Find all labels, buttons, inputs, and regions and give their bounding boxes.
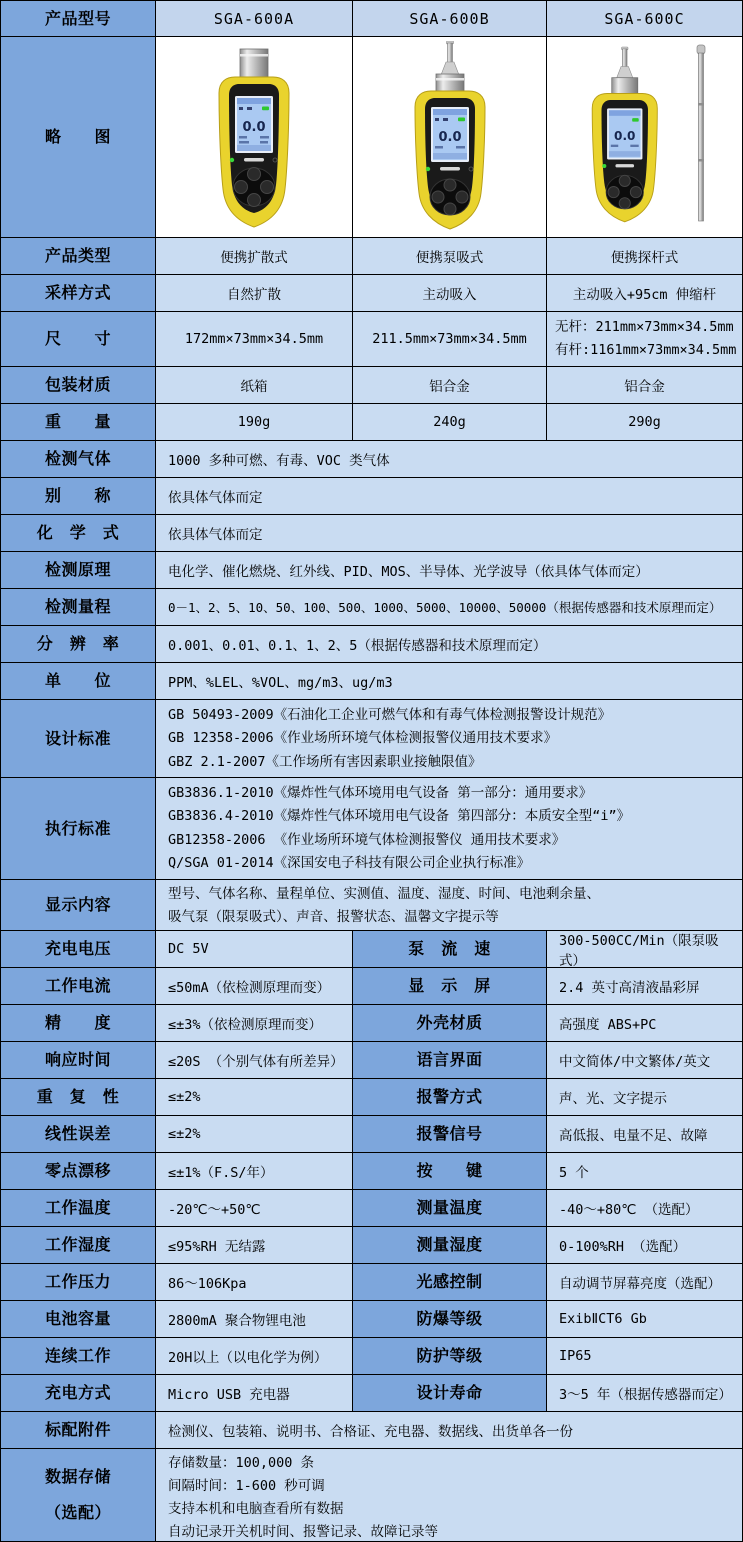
device-screen-value: 0.0 <box>437 130 462 145</box>
row-value: 300-500CC/Min（限泵吸式） <box>547 931 742 968</box>
row-value: 240g <box>353 404 547 441</box>
storage-line: 自动记录开关机时间、报警记录、故障记录等 <box>168 1524 438 1540</box>
standard-line: GB 50493-2009《石油化工企业可燃气体和有毒气体检测报警设计规范》 <box>168 706 612 723</box>
table-row <box>1 1338 742 1375</box>
row-value: ≤20S （个别气体有所差异） <box>156 1042 353 1079</box>
row-label: 显 示 屏 <box>353 968 547 1005</box>
row-value: ≤95%RH 无结露 <box>156 1227 353 1264</box>
table-row <box>1 441 742 478</box>
row-value: ≤50mA（依检测原理而变） <box>156 968 353 1005</box>
row-label: 响应时间 <box>1 1042 156 1079</box>
row-value: 0－1、2、5、10、50、100、500、1000、5000、10000、50000（根据传感器和技术原理而定） <box>156 589 742 626</box>
row-label: 测量温度 <box>353 1190 547 1227</box>
device-photo-sga-600b <box>375 41 525 233</box>
table-row <box>1 478 742 515</box>
row-value: ≤±1%（F.S/年） <box>156 1153 353 1190</box>
table-row <box>1 968 742 1005</box>
row-value: 自然扩散 <box>156 275 353 312</box>
row-label: 泵 流 速 <box>353 931 547 968</box>
row-value: ExibⅡCT6 Gb <box>547 1301 742 1338</box>
row-value: 便携扩散式 <box>156 238 353 275</box>
row-value: 主动吸入 <box>353 275 547 312</box>
image-cell-sga-600b <box>353 37 547 238</box>
row-value: 依具体气体而定 <box>156 515 742 552</box>
size-with-rod: 有杆:1161mm×73mm×34.5mm <box>555 342 737 359</box>
device-photo-sga-600c <box>565 41 725 233</box>
standard-line: GB3836.4-2010《爆炸性气体环境用电气设备 第四部分：本质安全型“i”》 <box>168 808 631 825</box>
row-label: 报警方式 <box>353 1079 547 1116</box>
table-row <box>1 1005 742 1042</box>
row-value: 电化学、催化燃烧、红外线、PID、MOS、半导体、光学波导（依具体气体而定） <box>156 552 742 589</box>
row-value: 211.5mm×73mm×34.5mm <box>353 312 547 367</box>
row-value: 290g <box>547 404 742 441</box>
row-label: 外壳材质 <box>353 1005 547 1042</box>
row-value: 20H以上（以电化学为例） <box>156 1338 353 1375</box>
row-value: IP65 <box>547 1338 742 1375</box>
image-cell-sga-600c <box>547 37 742 238</box>
row-label: 语言界面 <box>353 1042 547 1079</box>
row-label: 重 量 <box>1 404 156 441</box>
row-label: 工作压力 <box>1 1264 156 1301</box>
row-value-display-content <box>156 880 742 931</box>
table-row <box>1 626 742 663</box>
row-value: 便携探杆式 <box>547 238 742 275</box>
storage-line: 支持本机和电脑查看所有数据 <box>168 1501 344 1517</box>
row-value: ≤±2% <box>156 1116 353 1153</box>
row-label: 检测原理 <box>1 552 156 589</box>
row-label: 工作湿度 <box>1 1227 156 1264</box>
row-value: 1000 多种可燃、有毒、VOC 类气体 <box>156 441 742 478</box>
standard-line: GB12358-2006 《作业场所环境气体检测报警仪 通用技术要求》 <box>168 831 566 848</box>
table-row <box>1 1116 742 1153</box>
row-value: ≤±3%（依检测原理而变） <box>156 1005 353 1042</box>
row-label-data-storage <box>1 1449 156 1541</box>
table-row <box>1 515 742 552</box>
device-screen-value: 0.0 <box>242 120 266 135</box>
row-label: 连续工作 <box>1 1338 156 1375</box>
row-value: 3～5 年（根据传感器而定） <box>547 1375 742 1412</box>
standard-line: GBZ 2.1-2007《工作场所有害因素职业接触限值》 <box>168 753 482 770</box>
row-label: 工作温度 <box>1 1190 156 1227</box>
row-value: 190g <box>156 404 353 441</box>
row-label: 按 键 <box>353 1153 547 1190</box>
table-row <box>1 404 742 441</box>
telescopic-probe <box>697 45 705 221</box>
row-label: 分 辨 率 <box>1 626 156 663</box>
row-value: 高低报、电量不足、故障 <box>547 1116 742 1153</box>
table-row <box>1 1375 742 1412</box>
row-label: 零点漂移 <box>1 1153 156 1190</box>
table-row <box>1 880 742 931</box>
row-label: 光感控制 <box>353 1264 547 1301</box>
row-label: 单 位 <box>1 663 156 700</box>
table-row <box>1 1153 742 1190</box>
row-value: PPM、%LEL、%VOL、mg/m3、ug/m3 <box>156 663 742 700</box>
display-content-line: 吸气泵（限泵吸式）、声音、报警状态、温馨文字提示等 <box>168 909 499 925</box>
standard-line: GB 12358-2006《作业场所环境气体检测报警仪通用技术要求》 <box>168 730 558 746</box>
standard-line: GB3836.1-2010《爆炸性气体环境用电气设备 第一部分：通用要求》 <box>168 784 593 801</box>
row-value: 纸箱 <box>156 367 353 404</box>
image-cell-sga-600a <box>156 37 353 238</box>
row-label: 工作电流 <box>1 968 156 1005</box>
row-label: 防护等级 <box>353 1338 547 1375</box>
table-row <box>1 312 742 367</box>
row-label: 产品类型 <box>1 238 156 275</box>
row-label: 检测量程 <box>1 589 156 626</box>
row-value <box>547 312 742 367</box>
row-label: 充电电压 <box>1 931 156 968</box>
row-label: 化 学 式 <box>1 515 156 552</box>
table-row <box>1 778 742 880</box>
row-label: 电池容量 <box>1 1301 156 1338</box>
table-row <box>1 700 742 778</box>
storage-line: 存储数量：100,000 条 <box>168 1455 315 1471</box>
row-label: 测量湿度 <box>353 1227 547 1264</box>
row-value-data-storage <box>156 1449 742 1541</box>
row-value: 高强度 ABS+PC <box>547 1005 742 1042</box>
row-label: 充电方式 <box>1 1375 156 1412</box>
row-label: 别 称 <box>1 478 156 515</box>
table-row <box>1 1301 742 1338</box>
table-row <box>1 663 742 700</box>
row-value: 主动吸入+95cm 伸缩杆 <box>547 275 742 312</box>
row-label: 报警信号 <box>353 1116 547 1153</box>
table-row <box>1 238 742 275</box>
row-value-accessories: 检测仪、包装箱、说明书、合格证、充电器、数据线、出货单各一份 <box>156 1412 742 1449</box>
data-storage-label-line2: （选配） <box>44 1503 111 1523</box>
row-value: 自动调节屏幕亮度（选配） <box>547 1264 742 1301</box>
row-value: ≤±2% <box>156 1079 353 1116</box>
row-label: 设计寿命 <box>353 1375 547 1412</box>
device-screen-value: 0.0 <box>613 129 635 143</box>
row-value: 中文简体/中文繁体/英文 <box>547 1042 742 1079</box>
col-header-model-b: SGA-600B <box>353 1 547 37</box>
row-label-exec-standards: 执行标准 <box>1 778 156 880</box>
row-label: 线性误差 <box>1 1116 156 1153</box>
row-value-design-standards <box>156 700 742 778</box>
row-value: DC 5V <box>156 931 353 968</box>
row-value: 声、光、文字提示 <box>547 1079 742 1116</box>
row-value: 2800mA 聚合物锂电池 <box>156 1301 353 1338</box>
row-value-exec-standards <box>156 778 742 880</box>
row-value: 0.001、0.01、0.1、1、2、5（根据传感器和技术原理而定） <box>156 626 742 663</box>
row-value: 0-100%RH （选配） <box>547 1227 742 1264</box>
table-row <box>1 1264 742 1301</box>
row-value: -20℃～+50℃ <box>156 1190 353 1227</box>
row-label: 检测气体 <box>1 441 156 478</box>
row-value: 便携泵吸式 <box>353 238 547 275</box>
row-label: 采样方式 <box>1 275 156 312</box>
row-label: 精 度 <box>1 1005 156 1042</box>
table-row <box>1 1449 742 1541</box>
row-value: Micro USB 充电器 <box>156 1375 353 1412</box>
row-label-accessories: 标配附件 <box>1 1412 156 1449</box>
row-label-product-model: 产品型号 <box>1 1 156 37</box>
table-row <box>1 1042 742 1079</box>
row-label: 尺 寸 <box>1 312 156 367</box>
storage-line: 间隔时间：1-600 秒可调 <box>168 1478 325 1494</box>
table-row <box>1 931 742 968</box>
row-value: 5 个 <box>547 1153 742 1190</box>
table-row <box>1 1190 742 1227</box>
col-header-model-c: SGA-600C <box>547 1 742 37</box>
row-label: 包装材质 <box>1 367 156 404</box>
size-no-rod: 无杆：211mm×73mm×34.5mm <box>555 318 734 335</box>
row-label-sketch: 略 图 <box>1 37 156 238</box>
table-row <box>1 1412 742 1449</box>
row-value: 依具体气体而定 <box>156 478 742 515</box>
row-value: 铝合金 <box>353 367 547 404</box>
table-row <box>1 275 742 312</box>
table-row <box>1 589 742 626</box>
row-value: 172mm×73mm×34.5mm <box>156 312 353 367</box>
row-value: -40～+80℃ （选配） <box>547 1190 742 1227</box>
col-header-model-a: SGA-600A <box>156 1 353 37</box>
row-value: 2.4 英寸高清液晶彩屏 <box>547 968 742 1005</box>
row-label-display-content: 显示内容 <box>1 880 156 931</box>
row-label: 重 复 性 <box>1 1079 156 1116</box>
table-row <box>1 552 742 589</box>
row-label: 防爆等级 <box>353 1301 547 1338</box>
display-content-line: 型号、气体名称、量程单位、实测值、温度、湿度、时间、电池剩余量、 <box>168 886 600 902</box>
table-row <box>1 367 742 404</box>
device-photo-sga-600a <box>179 41 329 233</box>
header-row <box>1 1 742 37</box>
row-value: 铝合金 <box>547 367 742 404</box>
row-label-design-standards: 设计标准 <box>1 700 156 778</box>
table-row <box>1 1227 742 1264</box>
data-storage-label-line1: 数据存储 <box>44 1466 111 1486</box>
table-row <box>1 1079 742 1116</box>
row-value: 86～106Kpa <box>156 1264 353 1301</box>
sketch-row <box>1 37 742 238</box>
standard-line: Q/SGA 01-2014《深国安电子科技有限公司企业执行标准》 <box>168 855 531 872</box>
